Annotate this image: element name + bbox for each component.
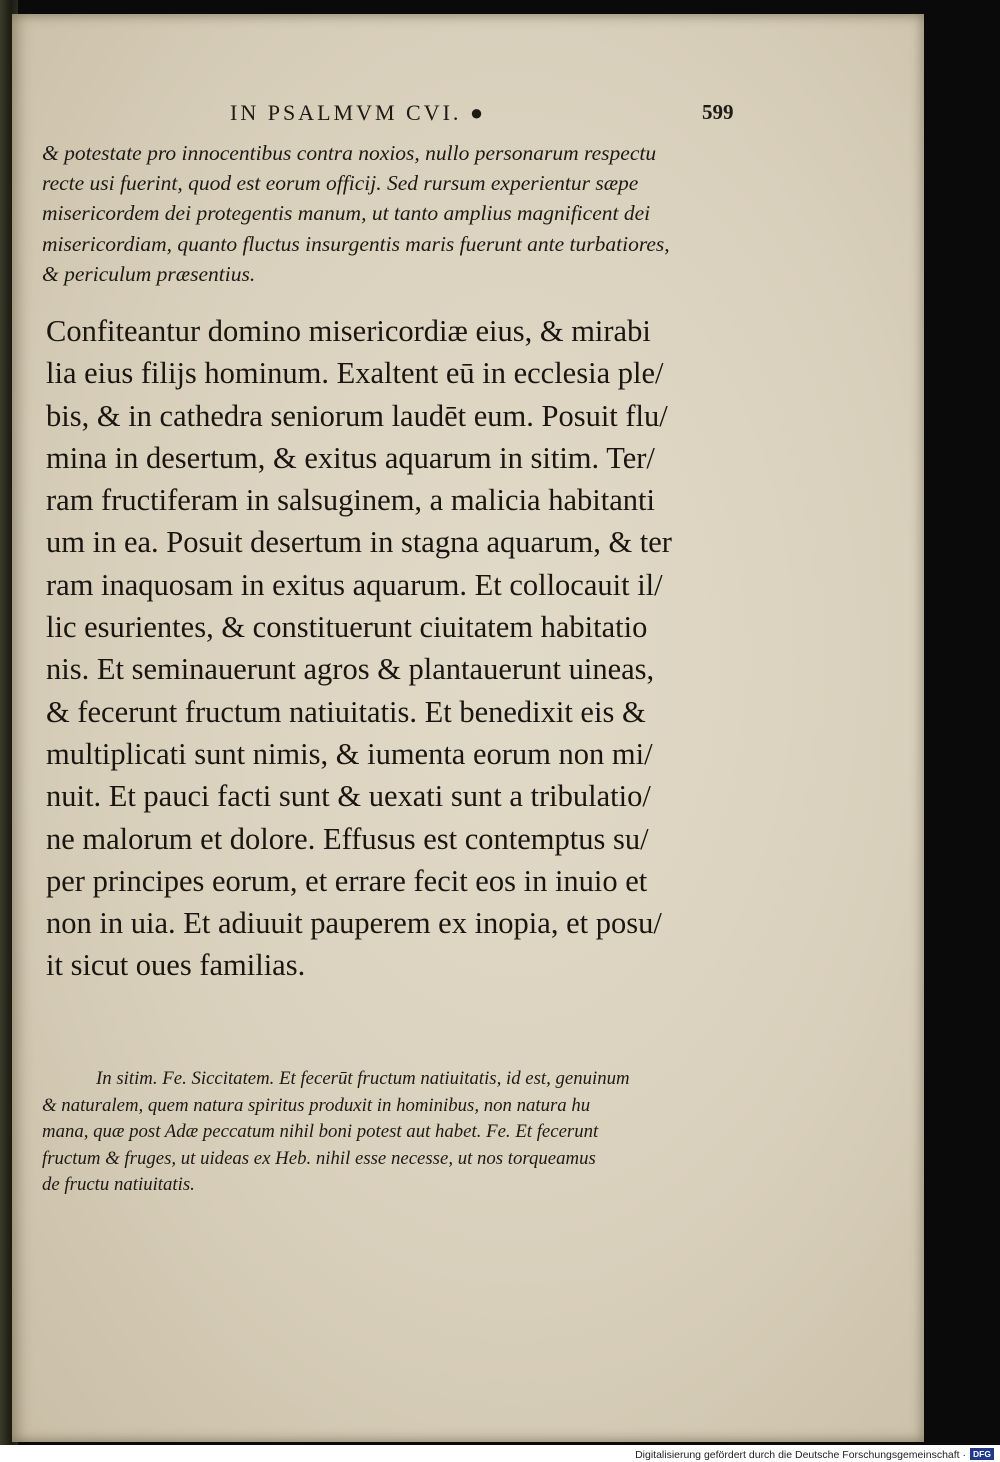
psalm-line: multiplicati sunt nimis, & iumenta eorum non mi/	[46, 736, 653, 771]
commentary-line: & periculum præsentius.	[42, 261, 256, 286]
psalm-line: nis. Et seminauerunt agros & plantauerunt uineas,	[46, 652, 655, 687]
psalm-line: mina in desertum, & exitus aquarum in sitim. Ter/	[46, 440, 655, 475]
psalm-line: nuit. Et pauci facti sunt & uexati sunt a tribulatio/	[46, 779, 651, 814]
commentary-line: In sitim. Fe. Siccitatem. Et fecerūt fructum natiuitatis, id est, genuinum	[96, 1068, 630, 1089]
commentary-line: & potestate pro innocentibus contra noxios, nullo personarum respectu	[42, 141, 657, 165]
psalm-line: lia eius filijs hominum. Exaltent eū in ecclesia ple/	[46, 356, 664, 391]
psalm-line: & fecerunt fructum natiuitatis. Et benedixit eis &	[46, 694, 646, 729]
psalm-line: lic esurientes, & constituerunt ciuitatem habitatio	[46, 610, 648, 645]
psalm-line: per principes eorum, et errare fecit eos in inuio et	[46, 863, 648, 898]
funding-credit: Digitalisierung gefördert durch die Deutsche Forschungsgemeinschaft ·	[635, 1449, 966, 1461]
commentary-bottom	[42, 1066, 722, 1199]
psalm-line: it sicut oues familias.	[46, 948, 306, 983]
book-page	[12, 14, 924, 1442]
dfg-logo: DFG	[970, 1448, 994, 1460]
commentary-line: fructum & fruges, ut uideas ex Heb. nihil esse necesse, ut nos torqueamus	[42, 1147, 596, 1169]
psalm-line: bis, & in cathedra seniorum laudēt eum. Posuit flu/	[46, 398, 668, 433]
psalm-text	[46, 310, 726, 987]
psalm-line: ram fructiferam in salsuginem, a malicia habitanti	[46, 483, 655, 518]
psalm-line: non in uia. Et adiuuit pauperem ex inopia, et posu/	[46, 906, 662, 941]
psalm-line: ne malorum et dolore. Effusus est contemptus su/	[46, 821, 649, 856]
commentary-line: misericordiam, quanto fluctus insurgentis maris fuerunt ante turbatiores,	[42, 231, 670, 256]
commentary-top	[42, 138, 722, 289]
psalm-line: um in ea. Posuit desertum in stagna aquarum, & ter	[46, 525, 672, 560]
commentary-line: misericordem dei protegentis manum, ut tanto amplius magnificent dei	[42, 201, 651, 226]
commentary-line: mana, quæ post Adæ peccatum nihil boni potest aut habet. Fe. Et fecerunt	[42, 1121, 599, 1142]
commentary-line: recte usi fuerint, quod est eorum officij. Sed rursum experientur sæpe	[42, 171, 639, 196]
psalm-line: Confiteantur domino misericordiæ eius, & mirabi	[46, 314, 651, 348]
running-head: IN PSALMVM CVI. ●	[230, 100, 487, 125]
commentary-line: & naturalem, quem natura spiritus produxit in hominibus, non natura hu	[42, 1094, 591, 1116]
page-number: 599	[702, 100, 734, 124]
psalm-line: ram inaquosam in exitus aquarum. Et collocauit il/	[46, 567, 663, 602]
footer-bar	[0, 1445, 1000, 1462]
commentary-line: de fructu natiuitatis.	[42, 1174, 195, 1195]
